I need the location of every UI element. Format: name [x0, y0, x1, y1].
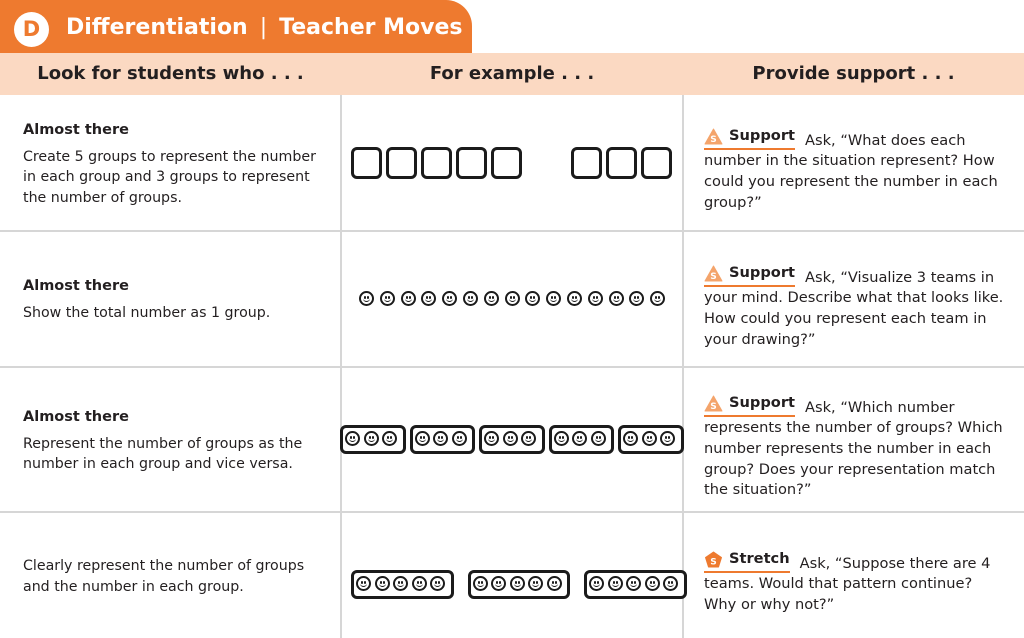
smiley-face-icon [421, 291, 436, 306]
smiley-face-icon [510, 576, 525, 591]
section-banner [0, 0, 472, 53]
header-support: Provide support . . . [752, 63, 955, 84]
smiley-face-icon [503, 431, 518, 446]
smiley-face-icon [505, 291, 520, 306]
support-type-label: Support [729, 394, 795, 411]
group-box [340, 425, 406, 454]
group-box [549, 425, 615, 454]
stretch-pentagon-icon [704, 551, 723, 568]
empty-box [641, 147, 672, 179]
smiley-face-icon [380, 291, 395, 306]
group-box [351, 570, 454, 599]
smiley-face-icon [463, 291, 478, 306]
row-label: Almost there [23, 278, 129, 294]
example-smiley-line [341, 232, 682, 366]
smiley-face-icon [484, 431, 499, 446]
smiley-face-icon [589, 576, 604, 591]
stretch-tag [704, 549, 790, 573]
smiley-face-icon [375, 576, 390, 591]
smiley-face-icon [382, 431, 397, 446]
empty-box [421, 147, 452, 179]
support-prompt: Ask, “Which number represents the number of groups? Which number represents the number in each group? Does your representation match the situation?” [704, 398, 1003, 499]
table-row-3-support [704, 393, 1004, 501]
table-row-4-look-for [23, 556, 328, 597]
support-tag [704, 126, 795, 150]
smiley-face-icon [609, 291, 624, 306]
group-box [410, 425, 476, 454]
smiley-face-icon [554, 431, 569, 446]
support-triangle-icon [704, 265, 723, 282]
smiley-face-icon [345, 431, 360, 446]
smiley-face-icon [645, 576, 660, 591]
smiley-face-icon [588, 291, 603, 306]
smiley-face-icon [356, 576, 371, 591]
smiley-face-icon [650, 291, 665, 306]
support-type-label: Stretch [729, 550, 790, 567]
smiley-face-icon [393, 576, 408, 591]
header-example: For example . . . [429, 63, 595, 84]
smiley-face-icon [608, 576, 623, 591]
smiley-face-icon [528, 576, 543, 591]
smiley-face-icon [591, 431, 606, 446]
support-prompt: Ask, “Visualize 3 teams in your mind. Describe what that looks like. How could you represent each team in your drawing?” [704, 268, 1004, 348]
support-type-label: Support [729, 264, 795, 281]
row-description: Clearly represent the number of groups and the number in each group. [23, 558, 305, 595]
support-prompt: Ask, “What does each number in the situation represent? How could you represent the number in each group?” [704, 131, 998, 211]
table-row-1-support [704, 126, 1004, 213]
smiley-face-icon [547, 576, 562, 591]
row-description: Show the total number as 1 group. [23, 304, 271, 321]
smiley-face-icon [442, 291, 457, 306]
smiley-face-icon [629, 291, 644, 306]
svg-text:S: S [710, 401, 717, 412]
example-smiley-groups [341, 513, 682, 638]
empty-box [606, 147, 637, 179]
svg-text:S: S [710, 271, 717, 282]
smiley-face-icon [525, 291, 540, 306]
svg-text:S: S [710, 557, 717, 568]
smiley-face-icon [521, 431, 536, 446]
smiley-face-icon [364, 431, 379, 446]
table-row-2-support [704, 263, 1004, 350]
svg-text:S: S [710, 134, 717, 145]
header-look-for: Look for students who . . . [37, 63, 304, 84]
support-tag [704, 393, 795, 417]
support-tag [704, 263, 795, 287]
table-header-row [0, 53, 1024, 95]
smiley-face-icon [546, 291, 561, 306]
empty-box [491, 147, 522, 179]
empty-box [351, 147, 382, 179]
section-letter-badge: D [14, 12, 49, 47]
smiley-face-icon [572, 431, 587, 446]
table-row-2-look-for [23, 276, 328, 323]
table-row-1-look-for [23, 120, 328, 208]
smiley-face-icon [412, 576, 427, 591]
smiley-face-icon [626, 576, 641, 591]
example-empty-boxes [341, 96, 682, 230]
row-label: Almost there [23, 122, 129, 138]
smiley-face-icon [430, 576, 445, 591]
banner-subtitle: Teacher Moves [279, 15, 463, 40]
smiley-face-icon [567, 291, 582, 306]
empty-box [456, 147, 487, 179]
banner-title [66, 13, 463, 43]
group-box [584, 570, 687, 599]
smiley-face-icon [663, 576, 678, 591]
smiley-face-icon [473, 576, 488, 591]
banner-separator: | [259, 15, 268, 40]
smiley-face-icon [484, 291, 499, 306]
smiley-face-icon [491, 576, 506, 591]
support-triangle-icon [704, 395, 723, 412]
table-row-4-support [704, 549, 1004, 616]
smiley-face-icon [660, 431, 675, 446]
support-prompt: Ask, “Suppose there are 4 teams. Would that pattern continue? Why or why not?” [704, 554, 991, 613]
row-label: Almost there [23, 409, 129, 425]
support-type-label: Support [729, 127, 795, 144]
smiley-face-icon [623, 431, 638, 446]
smiley-face-icon [359, 291, 374, 306]
support-triangle-icon [704, 128, 723, 145]
table-row-3-look-for [23, 407, 328, 475]
smiley-face-icon [452, 431, 467, 446]
example-smiley-groups [341, 368, 682, 511]
group-box [468, 570, 571, 599]
banner-title-main: Differentiation [66, 15, 248, 40]
empty-box [386, 147, 417, 179]
group-box [618, 425, 684, 454]
smiley-face-icon [401, 291, 416, 306]
row-description: Represent the number of groups as the number in each group and vice versa. [23, 435, 303, 472]
group-box [479, 425, 545, 454]
smiley-face-icon [415, 431, 430, 446]
empty-box [571, 147, 602, 179]
smiley-face-icon [433, 431, 448, 446]
row-description: Create 5 groups to represent the number in each group and 3 groups to represent the number of groups. [23, 148, 316, 206]
smiley-face-icon [642, 431, 657, 446]
